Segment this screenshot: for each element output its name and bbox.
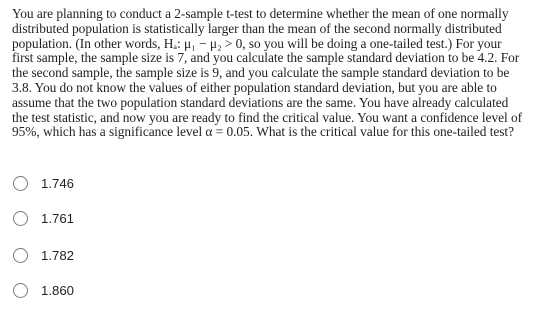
question-line: assume that the two population standard deviations are the same. You have already calculated <box>12 94 509 110</box>
question-line: 3.8. You do not know the values of either population standard deviation, but you are able to <box>12 79 497 95</box>
answer-option-label: 1.860 <box>41 282 75 298</box>
question-line: the second sample, the sample size is 9, and you calculate the sample standard deviation to be <box>12 65 510 81</box>
answer-option-2[interactable] <box>12 207 212 229</box>
answer-option-label: 1.761 <box>41 210 75 226</box>
answer-option-label: 1.782 <box>41 247 75 263</box>
answer-option-3[interactable] <box>12 244 212 266</box>
question-text <box>12 7 542 140</box>
radio-button[interactable] <box>13 211 28 226</box>
radio-button[interactable] <box>13 176 28 191</box>
question-line: 95%, which has a significance level α = 0.05. What is the critical value for this one-tailed test? <box>12 124 514 140</box>
answer-option-4[interactable] <box>12 279 212 301</box>
question-line: the test statistic, and now you are ready to find the critical value. You want a confidence level of <box>12 109 523 125</box>
question-line: first sample, the sample size is 7, and you calculate the sample standard deviation to be 4.2. For <box>12 50 520 66</box>
question-line: distributed population is statistically larger than the mean of the second normally distributed <box>12 20 502 36</box>
question-line: population. (In other words, Hₐ: μ₁ − μ₂ > 0, so you will be doing a one-tailed test.) For your <box>12 35 502 51</box>
radio-button[interactable] <box>13 283 28 298</box>
question-line: You are planning to conduct a 2-sample t-test to determine whether the mean of one normally <box>12 6 509 21</box>
answer-option-1[interactable] <box>12 172 212 194</box>
radio-button[interactable] <box>13 248 28 263</box>
answer-option-label: 1.746 <box>41 175 75 191</box>
